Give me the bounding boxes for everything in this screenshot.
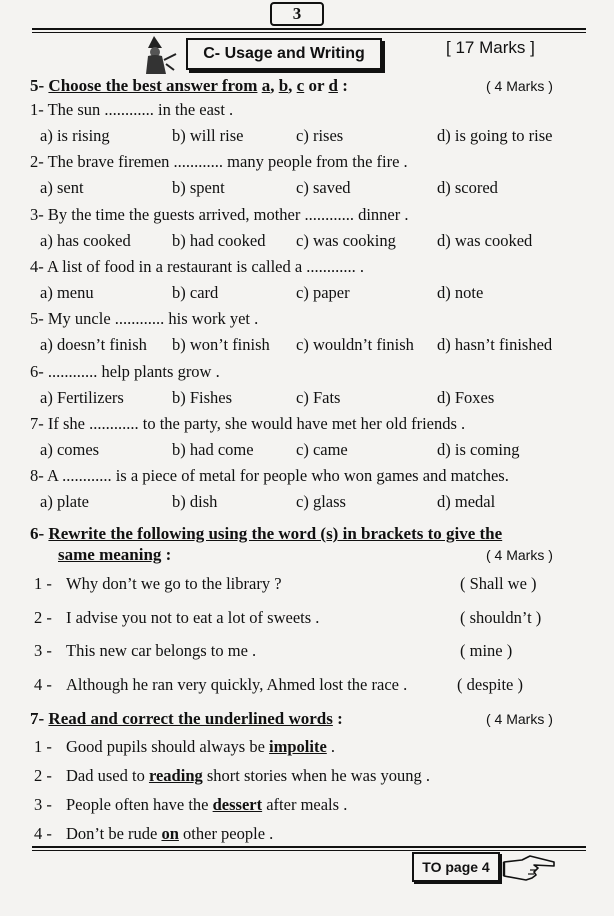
q5-option-d[interactable]: d) medal <box>437 492 496 512</box>
q7-item-number: 1 - <box>34 737 52 756</box>
q5-option-a[interactable]: a) has cooked <box>40 230 131 250</box>
q5-item-stem: 5- My uncle ............ his work yet . <box>30 309 259 329</box>
q5-option-c[interactable]: c) came <box>296 439 348 459</box>
q7-colon: : <box>337 709 343 728</box>
q6-title-line2: same meaning <box>58 545 162 564</box>
q6-item-text: Although he ran very quickly, Ahmed lost the race . <box>66 674 408 694</box>
q5-item-stem: 7- If she ............ to the party, she would have met her old friends . <box>30 413 466 433</box>
q6-marks: ( 4 Marks ) <box>486 547 553 563</box>
q7-underlined-word: impolite <box>269 737 327 756</box>
q7-item-sentence <box>66 766 430 786</box>
page-number: 3 <box>270 2 324 26</box>
q5-option-c[interactable]: c) rises <box>296 126 344 145</box>
q5-option-b[interactable]: b) dish <box>172 492 218 512</box>
q6-number: 6- <box>30 524 45 543</box>
q7-underlined-word: on <box>161 824 179 843</box>
q5-item-stem: 2- The brave firemen ............ many people from the fire . <box>30 152 408 172</box>
section-title: C- Usage and Writing <box>186 38 382 70</box>
q6-item-text: I advise you not to eat a lot of sweets . <box>66 607 320 627</box>
top-rule-thin <box>32 32 586 33</box>
q7-underlined-word: dessert <box>212 795 263 814</box>
q5-item-stem: 8- A ............ is a piece of metal for people who won games and matches. <box>30 466 509 486</box>
q7-text-after: . <box>326 737 336 756</box>
q6-item-number: 3 - <box>34 641 52 660</box>
q6-colon: : <box>165 545 172 564</box>
q5-item-stem: 1- The sun ............ in the east . <box>30 100 234 119</box>
q5-colon: : <box>342 76 348 95</box>
q5-option-a[interactable]: a) is rising <box>40 126 110 145</box>
q5-option-b[interactable]: b) will rise <box>172 126 244 145</box>
q5-item-stem: 3- By the time the guests arrived, mother ............ dinner . <box>30 204 409 224</box>
q5-option-c[interactable]: c) wouldn’t finish <box>296 335 414 355</box>
q5-option-d[interactable]: d) scored <box>437 178 498 198</box>
q7-item-number: 4 - <box>34 824 52 843</box>
q5-option-d[interactable]: d) is going to rise <box>437 126 553 145</box>
q5-letter-a: a <box>261 76 271 95</box>
q5-option-c[interactable]: c) paper <box>296 282 350 302</box>
bottom-rule <box>32 846 586 848</box>
q7-text-after: after meals . <box>262 795 348 814</box>
q5-option-d[interactable]: d) was cooked <box>437 230 533 250</box>
q5-or: or <box>308 76 325 95</box>
q5-option-a[interactable]: a) Fertilizers <box>40 387 124 407</box>
q5-letter-c: c <box>296 76 305 95</box>
q5-option-b[interactable]: b) had cooked <box>172 230 266 250</box>
q5-heading <box>30 76 348 96</box>
q7-text-before: Good pupils should always be <box>66 737 270 756</box>
q6-title-line1: Rewrite the following using the word (s) in brackets to give the <box>48 524 503 543</box>
q5-option-a[interactable]: a) menu <box>40 282 94 302</box>
q7-marks: ( 4 Marks ) <box>486 711 553 727</box>
q5-letter-b: b <box>278 76 289 95</box>
q7-item-sentence <box>66 737 335 757</box>
q5-marks: ( 4 Marks ) <box>486 78 553 94</box>
q7-heading <box>30 709 343 729</box>
pointing-hand-icon <box>500 850 558 886</box>
q5-item-stem: 6- ............ help plants grow . <box>30 361 220 381</box>
to-page-label: TO page 4 <box>412 852 500 882</box>
q6-heading-line2 <box>58 545 171 565</box>
q5-option-d[interactable]: d) is coming <box>437 439 520 459</box>
q7-text-after: other people . <box>178 824 274 843</box>
q6-item-bracket-word: ( Shall we ) <box>460 574 537 593</box>
q5-item-stem: 4- A list of food in a restaurant is called a ............ . <box>30 256 365 276</box>
q7-item-sentence <box>66 824 273 844</box>
q5-option-a[interactable]: a) doesn’t finish <box>40 335 147 355</box>
wizard-figure-icon <box>140 34 180 76</box>
q6-item-number: 1 - <box>34 574 52 593</box>
q7-text-after: short stories when he was young . <box>202 766 431 785</box>
q7-item-number: 2 - <box>34 766 52 785</box>
q7-item-number: 3 - <box>34 795 52 814</box>
q7-text-before: Don’t be rude <box>66 824 162 843</box>
q5-option-c[interactable]: c) was cooking <box>296 230 396 250</box>
q5-sep: , <box>270 76 275 95</box>
q5-option-b[interactable]: b) had come <box>172 439 254 459</box>
q6-item-bracket-word: ( mine ) <box>460 641 513 660</box>
q5-option-d[interactable]: d) hasn’t finished <box>437 335 553 355</box>
q5-option-b[interactable]: b) won’t finish <box>172 335 270 355</box>
q5-option-b[interactable]: b) spent <box>172 178 225 198</box>
q5-option-c[interactable]: c) saved <box>296 178 351 198</box>
q6-item-number: 2 - <box>34 607 52 627</box>
section-marks: [ 17 Marks ] <box>446 38 535 57</box>
q7-text-before: People often have the <box>66 795 213 814</box>
q5-number: 5- <box>30 76 45 95</box>
q6-item-bracket-word: ( shouldn’t ) <box>460 607 542 627</box>
q7-underlined-word: reading <box>148 766 203 785</box>
q5-option-c[interactable]: c) glass <box>296 492 346 512</box>
q5-option-a[interactable]: a) sent <box>40 178 84 198</box>
q5-sep: , <box>288 76 293 95</box>
q6-heading <box>30 524 502 544</box>
q7-item-sentence <box>66 795 347 815</box>
q6-item-text: Why don’t we go to the library ? <box>66 574 282 593</box>
q6-item-text: This new car belongs to me . <box>66 641 257 660</box>
q7-number: 7- <box>30 709 45 728</box>
q6-item-number: 4 - <box>34 674 52 694</box>
q6-item-bracket-word: ( despite ) <box>457 674 523 694</box>
q5-option-a[interactable]: a) comes <box>40 439 100 459</box>
q7-text-before: Dad used to <box>66 766 149 785</box>
q5-title: Choose the best answer from <box>48 76 258 95</box>
q5-option-d[interactable]: d) Foxes <box>437 387 495 407</box>
top-rule <box>32 28 586 30</box>
q5-letter-d: d <box>328 76 338 95</box>
q5-option-a[interactable]: a) plate <box>40 492 90 512</box>
q7-title: Read and correct the underlined words <box>48 709 333 728</box>
q5-option-d[interactable]: d) note <box>437 282 484 302</box>
q5-option-b[interactable]: b) card <box>172 282 219 302</box>
q5-option-b[interactable]: b) Fishes <box>172 387 233 407</box>
q5-option-c[interactable]: c) Fats <box>296 387 341 407</box>
